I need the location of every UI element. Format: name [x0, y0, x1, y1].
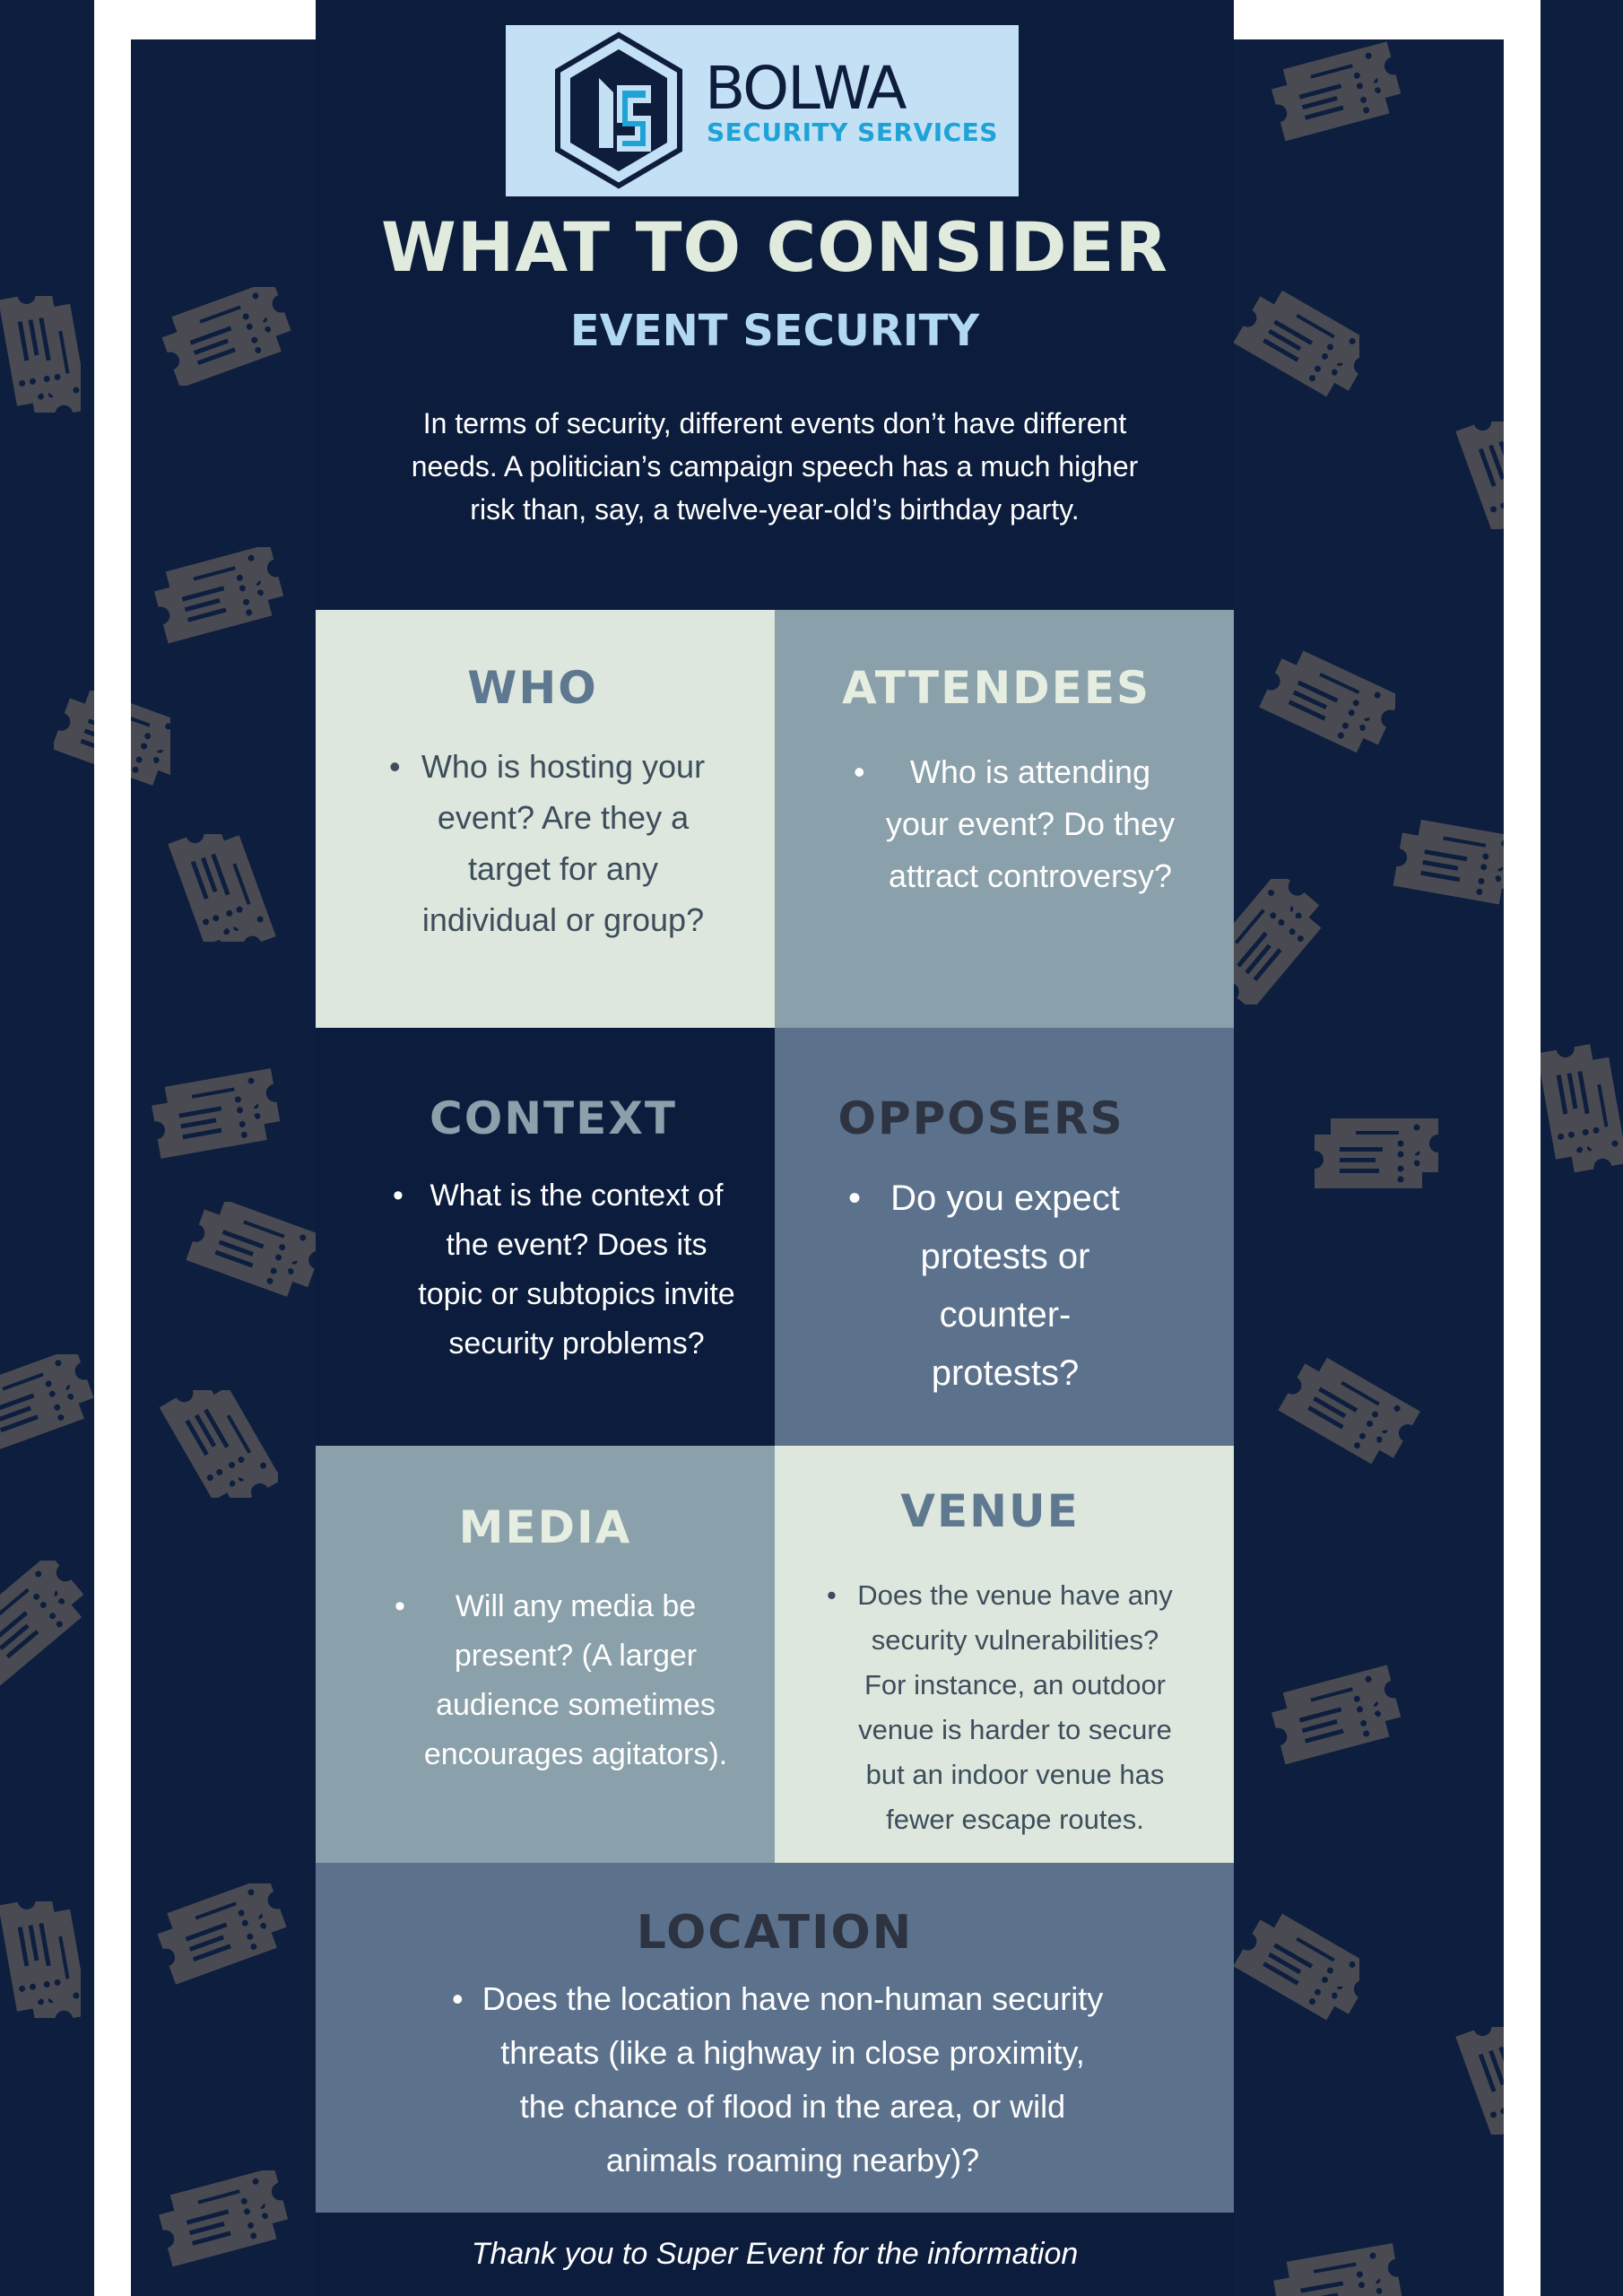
ticket-icon — [161, 287, 305, 386]
left-frame-top — [94, 0, 316, 39]
ticket-icon — [148, 1067, 291, 1166]
location-list — [477, 1972, 1108, 2187]
who-title: WHO — [467, 662, 598, 714]
venue-list — [852, 1573, 1178, 1842]
who-item: • Who is hosting your event? Are they a target for any individual or group? — [414, 741, 712, 945]
location-item: • Does the location have non-human security threats (like a highway in close proximity, the chance of flood in the area, or wild animals roaming nearby)? — [477, 1972, 1108, 2187]
ticket-icon — [1306, 1103, 1440, 1211]
ticket-icon — [1270, 36, 1413, 152]
brand-tagline: SECURITY SERVICES — [707, 117, 998, 147]
context-title: CONTEXT — [430, 1092, 677, 1144]
footer-credit: Thank you to Super Event for the information — [471, 2237, 1079, 2271]
media-title: MEDIA — [458, 1501, 632, 1553]
venue-card — [775, 1446, 1234, 1863]
ticket-icon — [1234, 879, 1332, 1004]
ticket-icon — [179, 1202, 316, 1300]
venue-title: VENUE — [900, 1485, 1080, 1537]
context-list — [418, 1171, 735, 1369]
who-card — [316, 610, 775, 1028]
ticket-icon — [135, 1390, 278, 1498]
left-frame-strip — [94, 39, 131, 2296]
ticket-icon — [0, 296, 81, 413]
media-card — [316, 1446, 775, 1863]
media-item: • Will any media be present? (A larger audience sometimes encourages agitators). — [420, 1582, 732, 1779]
right-background — [1234, 0, 1623, 2296]
venue-item: • Does the venue have any security vulnerabilities? For instance, an outdoor venue is harder to secure but an indoor venue has fewer escape routes. — [852, 1573, 1178, 1842]
ticket-icon — [1234, 1910, 1359, 2045]
ticket-icon — [1270, 1659, 1413, 1776]
who-list — [414, 741, 712, 945]
context-card — [316, 1028, 775, 1446]
brand-name: BOLWA — [705, 54, 906, 123]
intro-paragraph: In terms of security, different events don’t have different needs. A politician’s campaign speech has a much higher risk than, say, a twelve-year-old’s birthday party. — [411, 407, 1139, 526]
ticket-icon — [135, 834, 278, 942]
opposers-card — [775, 1028, 1234, 1446]
ticket-icon — [1386, 807, 1512, 924]
context-item: • What is the context of the event? Does its topic or subtopics invite security problems? — [418, 1171, 735, 1369]
shield-logo-icon — [552, 31, 685, 189]
right-frame-top — [1234, 0, 1541, 39]
ticket-icon — [1234, 287, 1359, 422]
brand-logo — [506, 25, 1019, 196]
ticket-icon — [157, 1883, 300, 1991]
ticket-icon — [1261, 1345, 1422, 1489]
media-list — [420, 1582, 732, 1779]
opposers-item: • Do you expect protests or counter-protests? — [873, 1170, 1137, 1403]
attendees-card — [775, 610, 1234, 1028]
ticket-icon — [152, 547, 296, 646]
opposers-title: OPPOSERS — [838, 1092, 1124, 1144]
page-subtitle: EVENT SECURITY — [569, 306, 980, 356]
opposers-list — [873, 1170, 1137, 1403]
ticket-icon — [1270, 2233, 1413, 2296]
ticket-icon — [0, 1354, 99, 1453]
right-frame-strip — [1504, 39, 1541, 2296]
ticket-icon — [0, 1901, 81, 2018]
attendees-list — [879, 746, 1182, 902]
location-title: LOCATION — [636, 1906, 914, 1960]
infographic-poster — [316, 0, 1234, 2296]
ticket-icon — [0, 1561, 99, 1686]
ticket-icon — [157, 2170, 300, 2269]
attendees-item: • Who is attending your event? Do they attract controversy? — [879, 746, 1182, 902]
location-card — [316, 1863, 1234, 2213]
left-background — [0, 0, 316, 2296]
ticket-icon — [1252, 646, 1395, 762]
attendees-title: ATTENDEES — [841, 662, 1150, 714]
page-title: WHAT TO CONSIDER — [380, 207, 1169, 287]
